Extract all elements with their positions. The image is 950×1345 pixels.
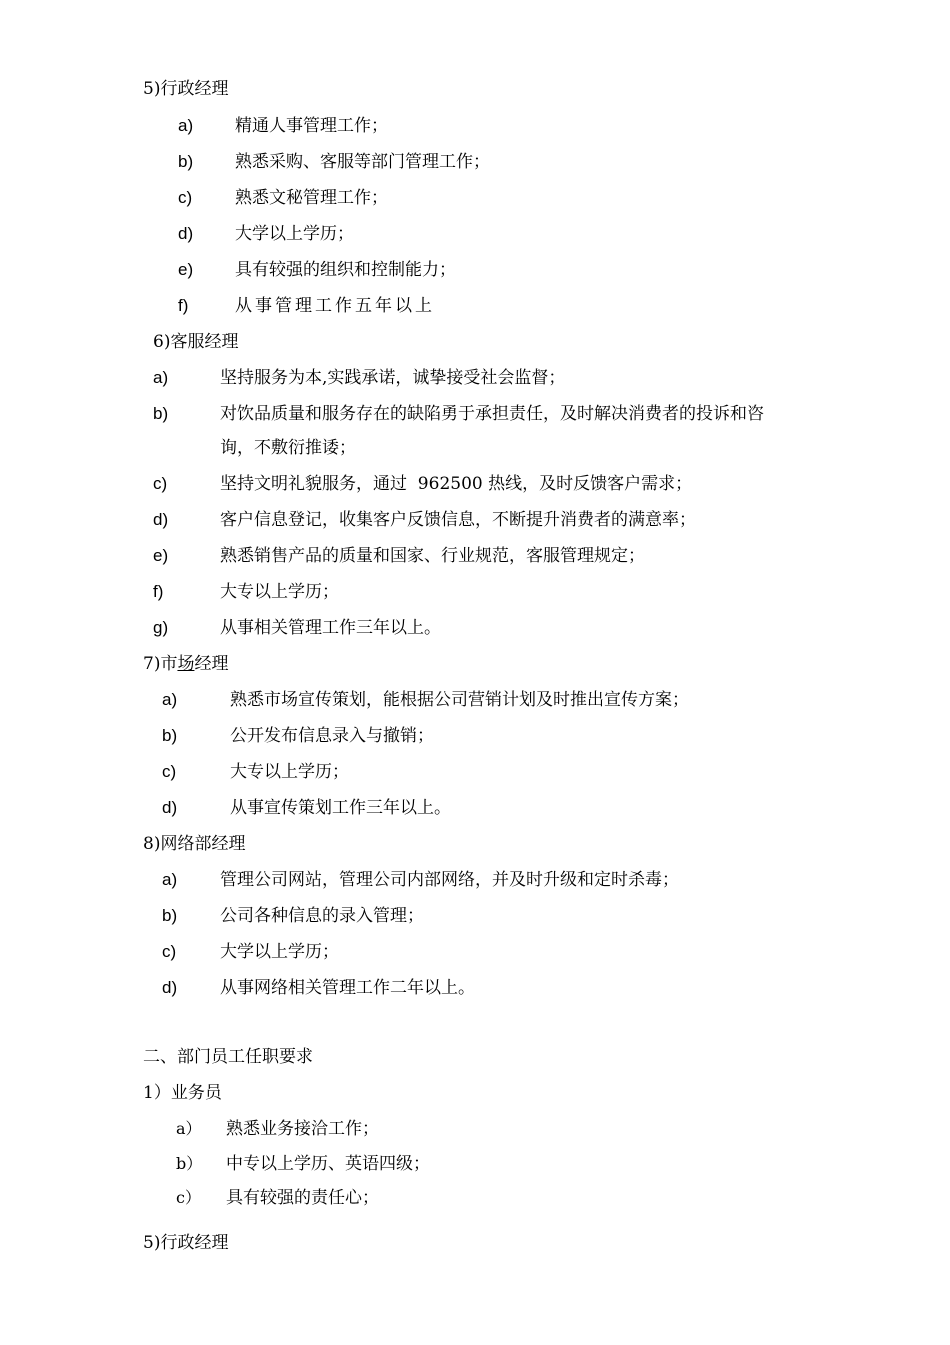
list-item-continuation: 询，不敷衍推诿； bbox=[220, 438, 356, 458]
list-label: f) bbox=[153, 582, 164, 601]
section-heading-customer-service-manager: 6)客服经理 bbox=[153, 332, 239, 352]
section-heading-admin-manager-repeat: 5)行政经理 bbox=[143, 1233, 229, 1253]
list-item: 具有较强的组织和控制能力； bbox=[235, 260, 456, 280]
list-item: 具有较强的责任心； bbox=[226, 1188, 379, 1208]
list-label: b） bbox=[176, 1154, 203, 1173]
list-item: 公开发布信息录入与撤销； bbox=[230, 726, 434, 746]
list-label: c) bbox=[178, 188, 193, 207]
list-item: 精通人事管理工作； bbox=[235, 116, 388, 136]
list-item: 熟悉销售产品的质量和国家、行业规范，客服管理规定； bbox=[220, 546, 645, 566]
list-label: e) bbox=[153, 546, 169, 565]
list-label: e) bbox=[178, 260, 194, 279]
section-heading-network-manager: 8)网络部经理 bbox=[143, 834, 246, 854]
section-heading-marketing-manager bbox=[143, 653, 228, 675]
list-label: f) bbox=[178, 296, 189, 315]
part-title: 二、部门员工任职要求 bbox=[143, 1047, 313, 1067]
list-item: 客户信息登记，收集客户反馈信息，不断提升消费者的满意率； bbox=[220, 510, 696, 530]
list-label: g) bbox=[153, 618, 169, 637]
list-label: a) bbox=[153, 368, 169, 387]
heading-part: 7)市 bbox=[143, 654, 178, 674]
list-label: a) bbox=[178, 116, 194, 135]
list-label: a) bbox=[162, 870, 178, 889]
list-item: 从事相关管理工作三年以上。 bbox=[220, 618, 441, 638]
list-item: 从事管理工作五年以上 bbox=[235, 296, 435, 316]
list-item: 大专以上学历； bbox=[220, 582, 339, 602]
list-item: 从事网络相关管理工作二年以上。 bbox=[220, 978, 475, 998]
list-item: 中专以上学历、英语四级； bbox=[226, 1154, 430, 1174]
list-item: 大专以上学历； bbox=[230, 762, 349, 782]
heading-underlined-part: 场 bbox=[177, 654, 195, 674]
list-label: c) bbox=[162, 762, 177, 781]
list-label: d) bbox=[162, 978, 178, 997]
subsection-heading-salesperson: 1）业务员 bbox=[143, 1083, 222, 1103]
list-label: b) bbox=[153, 404, 169, 423]
list-label: b) bbox=[178, 152, 194, 171]
list-item: 熟悉市场宣传策划，能根据公司营销计划及时推出宣传方案； bbox=[230, 690, 689, 710]
list-item: 对饮品质量和服务存在的缺陷勇于承担责任，及时解决消费者的投诉和咨 bbox=[220, 404, 764, 424]
list-item: 大学以上学历； bbox=[220, 942, 339, 962]
list-label: c） bbox=[176, 1188, 201, 1207]
list-label: c) bbox=[153, 474, 168, 493]
list-item: 从事宣传策划工作三年以上。 bbox=[230, 798, 451, 818]
list-item: 大学以上学历； bbox=[235, 224, 354, 244]
list-label: b) bbox=[162, 906, 178, 925]
list-label: b) bbox=[162, 726, 178, 745]
list-item: 熟悉业务接洽工作； bbox=[226, 1119, 379, 1139]
list-item: 公司各种信息的录入管理； bbox=[220, 906, 424, 926]
list-item: 坚持文明礼貌服务，通过 962500 热线，及时反馈客户需求； bbox=[220, 474, 693, 494]
list-label: a) bbox=[162, 690, 178, 709]
list-label: d) bbox=[153, 510, 169, 529]
list-item: 熟悉采购、客服等部门管理工作； bbox=[235, 152, 490, 172]
list-item: 坚持服务为本,实践承诺，诚挚接受社会监督； bbox=[220, 368, 566, 388]
list-label: c) bbox=[162, 942, 177, 961]
list-label: d) bbox=[162, 798, 178, 817]
heading-part: 经理 bbox=[194, 654, 229, 674]
list-label: a） bbox=[176, 1119, 202, 1138]
list-item: 管理公司网站，管理公司内部网络，并及时升级和定时杀毒； bbox=[220, 870, 679, 890]
list-label: d) bbox=[178, 224, 194, 243]
section-heading-admin-manager: 5)行政经理 bbox=[143, 79, 229, 99]
list-item: 熟悉文秘管理工作； bbox=[235, 188, 388, 208]
